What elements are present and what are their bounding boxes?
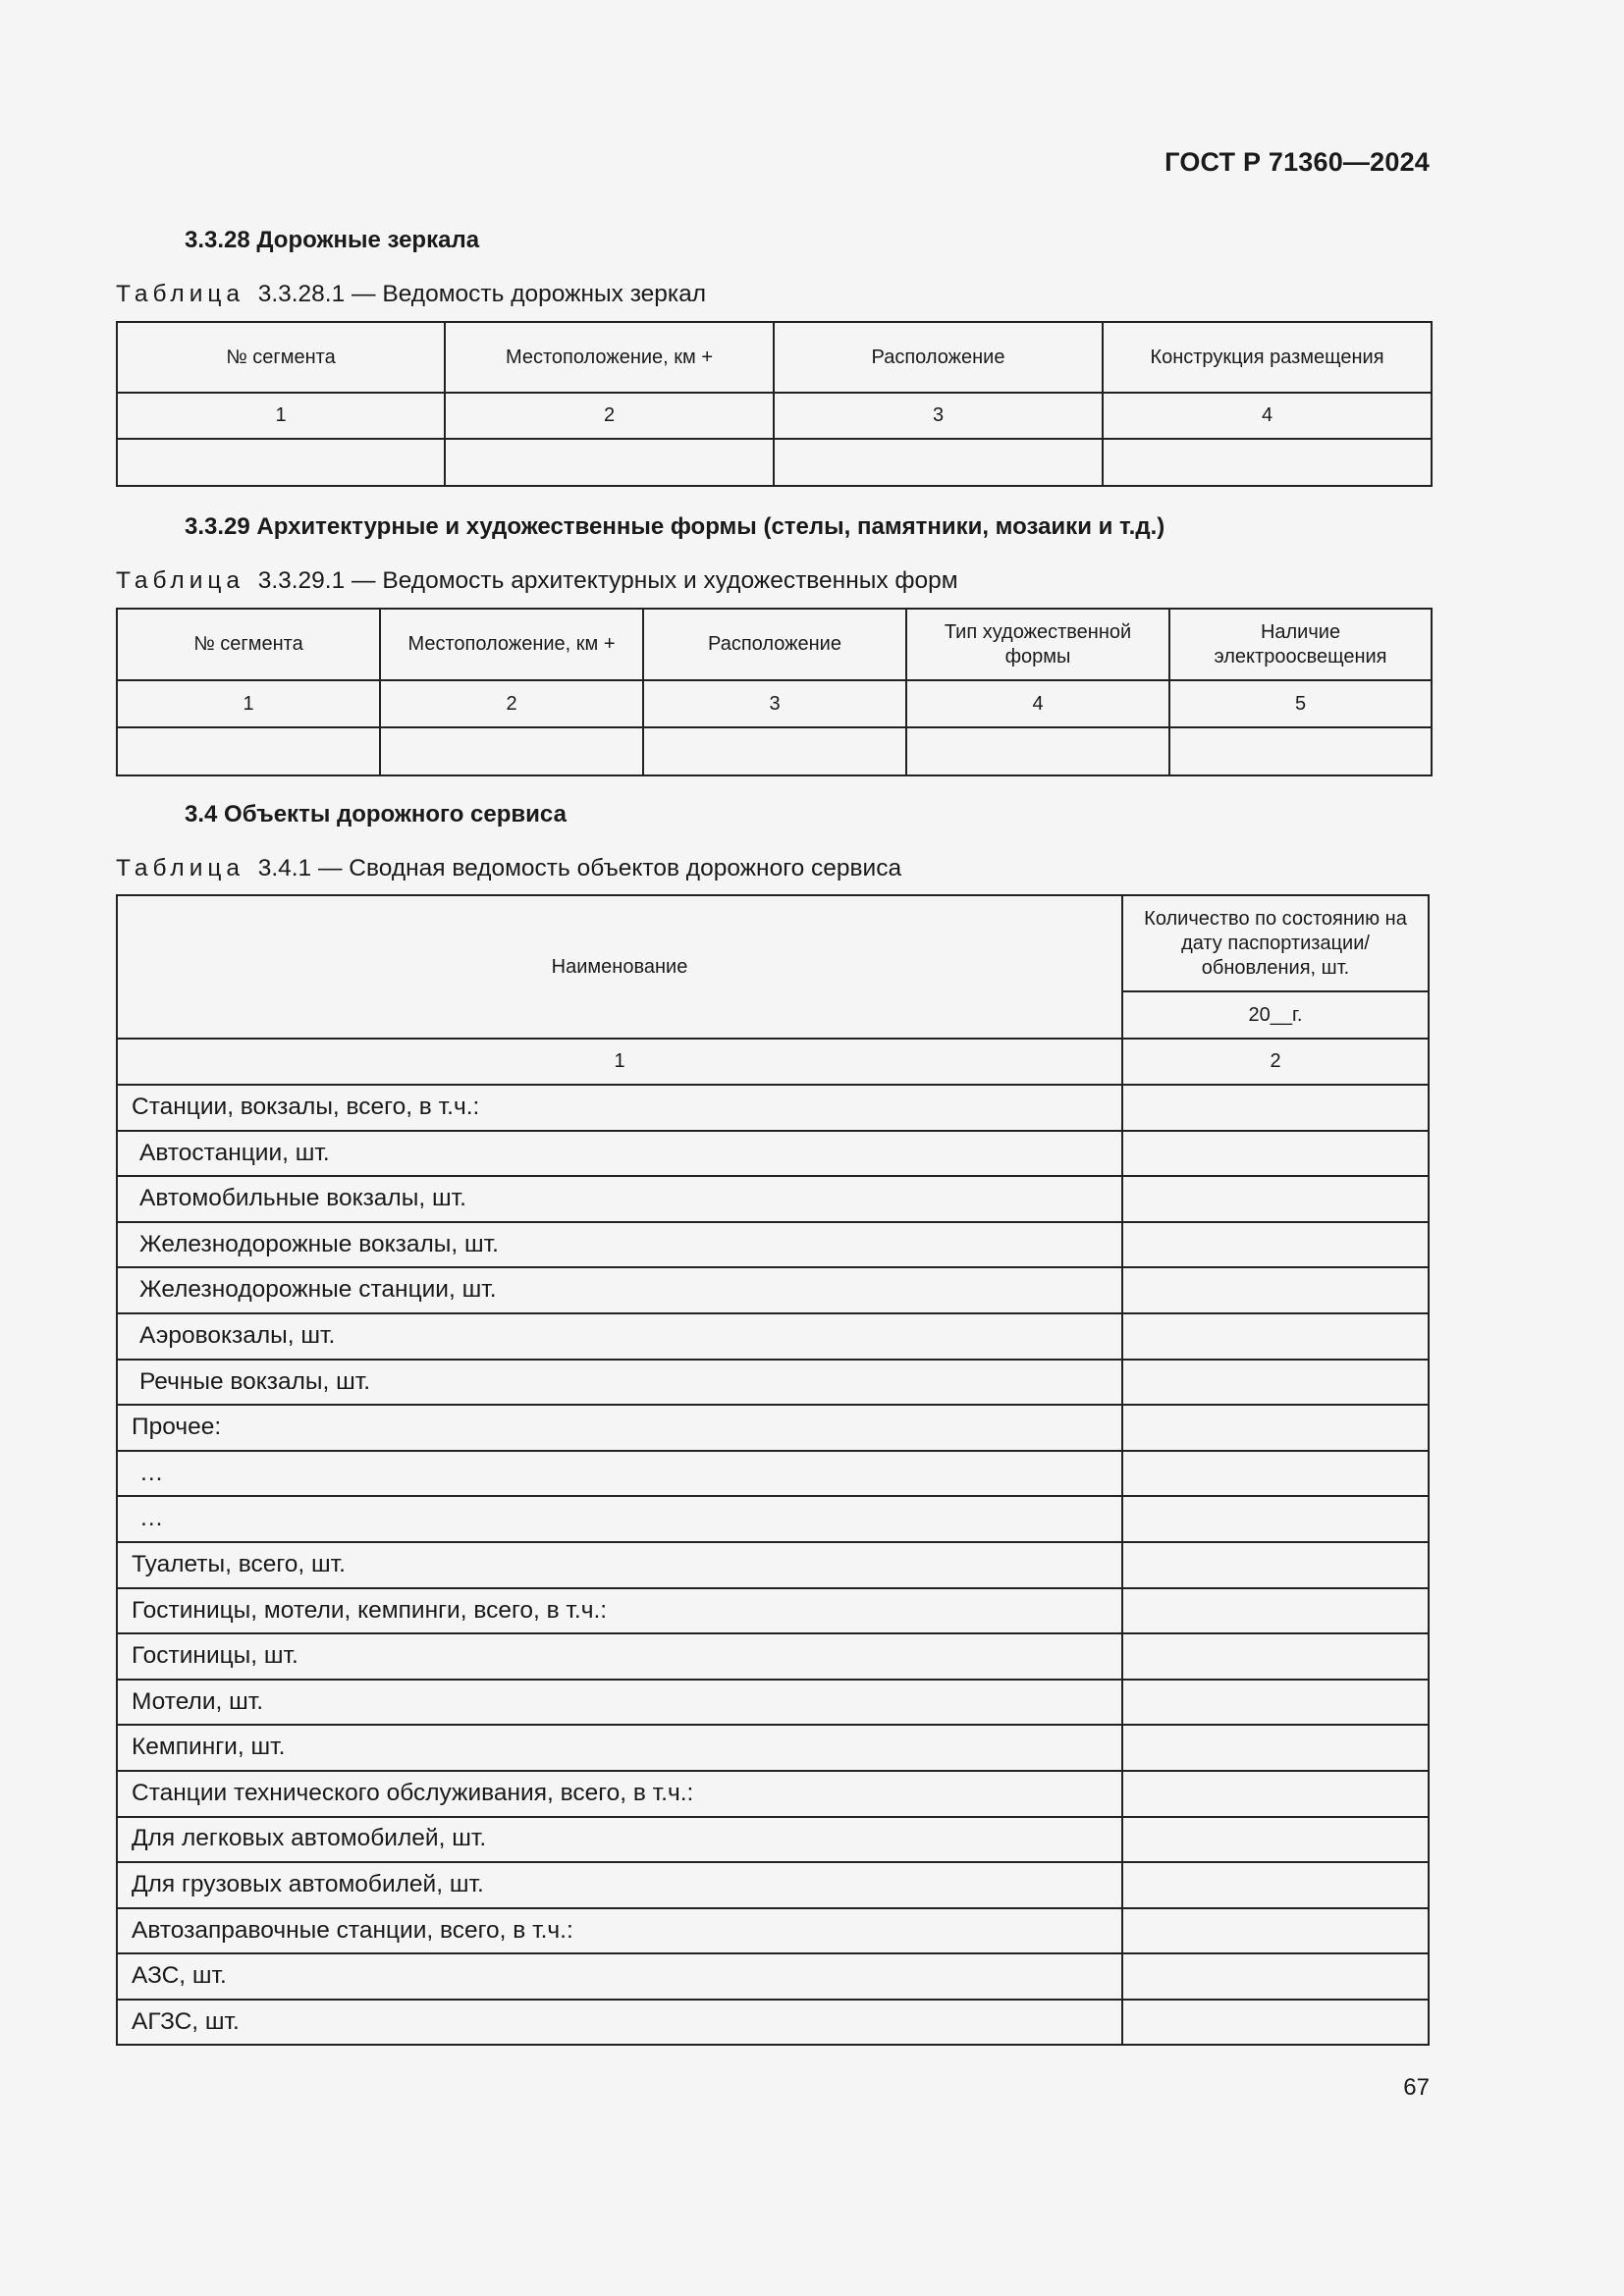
row-name-cell: Автомобильные вокзалы, шт. (117, 1176, 1122, 1222)
row-name-cell: Станции, вокзалы, всего, в т.ч.: (117, 1085, 1122, 1131)
row-name-cell: Гостиницы, мотели, кемпинги, всего, в т.ч.: (117, 1588, 1122, 1634)
table-caption-3-4-1 (116, 855, 901, 882)
row-value-cell (1122, 1953, 1429, 2000)
header-cell: Наличие электроосвещения (1169, 609, 1432, 680)
row-value-cell (1122, 2000, 1429, 2046)
empty-cell (774, 439, 1103, 486)
column-number-cell: 4 (906, 680, 1169, 727)
caption-text: 3.3.29.1 — Ведомость архитектурных и художественных форм (257, 567, 958, 594)
row-name-cell: Станции технического обслуживания, всего, в т.ч.: (117, 1771, 1122, 1817)
table-row (117, 1267, 1429, 1313)
row-name-cell: Автостанции, шт. (117, 1131, 1122, 1177)
row-value-cell (1122, 1817, 1429, 1863)
row-name-cell: Кемпинги, шт. (117, 1725, 1122, 1771)
table-row (117, 1313, 1429, 1360)
row-value-cell (1122, 1131, 1429, 1177)
row-name-cell: Гостиницы, шт. (117, 1633, 1122, 1680)
row-value-cell (1122, 1908, 1429, 1954)
section-heading-3-4: 3.4 Объекты дорожного сервиса (185, 801, 567, 828)
table-row (117, 1633, 1429, 1680)
row-name-cell: АЗС, шт. (117, 1953, 1122, 2000)
document-id: ГОСТ Р 71360—2024 (1164, 147, 1430, 177)
table-row (117, 1360, 1429, 1406)
column-number-cell: 3 (643, 680, 906, 727)
row-value-cell (1122, 1313, 1429, 1360)
row-value-cell (1122, 1680, 1429, 1726)
row-value-cell (1122, 1496, 1429, 1542)
row-name-cell: Для грузовых автомобилей, шт. (117, 1862, 1122, 1908)
row-name-cell: Для легковых автомобилей, шт. (117, 1817, 1122, 1863)
empty-cell (1103, 439, 1432, 486)
table-row (117, 1496, 1429, 1542)
row-name-cell: Речные вокзалы, шт. (117, 1360, 1122, 1406)
column-number-cell: 2 (445, 393, 774, 439)
caption-label: Таблица (116, 281, 245, 307)
table-row (117, 1451, 1429, 1497)
table-road-mirrors (116, 321, 1433, 487)
row-name-cell: Прочее: (117, 1405, 1122, 1451)
table-row (117, 1725, 1429, 1771)
table-row (117, 1771, 1429, 1817)
row-name-cell: Туалеты, всего, шт. (117, 1542, 1122, 1588)
header-cell: Конструкция размещения (1103, 322, 1432, 393)
column-number-cell: 2 (380, 680, 643, 727)
table-row (117, 1817, 1429, 1863)
section-heading-3-3-29: 3.3.29 Архитектурные и художественные формы (стелы, памятники, мозаики и т.д.) (185, 513, 1165, 540)
table-art-forms (116, 608, 1433, 776)
row-name-cell: АГЗС, шт. (117, 2000, 1122, 2046)
column-number-cell: 2 (1122, 1039, 1429, 1085)
row-value-cell (1122, 1633, 1429, 1680)
row-name-cell: … (117, 1496, 1122, 1542)
row-name-cell: Железнодорожные вокзалы, шт. (117, 1222, 1122, 1268)
table-row (117, 1862, 1429, 1908)
section-heading-3-3-28: 3.3.28 Дорожные зеркала (185, 227, 480, 253)
header-cell: Расположение (774, 322, 1103, 393)
row-name-cell: Аэровокзалы, шт. (117, 1313, 1122, 1360)
table-caption-3-3-29-1 (116, 567, 958, 595)
row-name-cell: Автозаправочные станции, всего, в т.ч.: (117, 1908, 1122, 1954)
table-row (117, 1542, 1429, 1588)
table-row (117, 1588, 1429, 1634)
row-value-cell (1122, 1360, 1429, 1406)
page-number: 67 (1403, 2074, 1430, 2101)
header-cell-year: 20__г. (1122, 991, 1429, 1039)
caption-label: Таблица (116, 855, 245, 881)
column-number-cell: 3 (774, 393, 1103, 439)
service-rows (117, 1085, 1429, 2045)
empty-cell (1169, 727, 1432, 775)
caption-text: 3.3.28.1 — Ведомость дорожных зеркал (257, 281, 707, 307)
header-cell: Местоположение, км + (380, 609, 643, 680)
caption-label: Таблица (116, 567, 245, 594)
column-number-cell: 5 (1169, 680, 1432, 727)
row-value-cell (1122, 1267, 1429, 1313)
table-row (117, 1908, 1429, 1954)
row-value-cell (1122, 1451, 1429, 1497)
table-row (117, 2000, 1429, 2046)
empty-cell (117, 439, 445, 486)
column-number-cell: 4 (1103, 393, 1432, 439)
empty-cell (906, 727, 1169, 775)
row-value-cell (1122, 1771, 1429, 1817)
row-value-cell (1122, 1725, 1429, 1771)
row-value-cell (1122, 1588, 1429, 1634)
row-value-cell (1122, 1085, 1429, 1131)
header-cell: Тип художественной формы (906, 609, 1169, 680)
row-value-cell (1122, 1176, 1429, 1222)
row-value-cell (1122, 1405, 1429, 1451)
table-road-service-objects (116, 894, 1430, 2046)
table-row (117, 1222, 1429, 1268)
empty-cell (445, 439, 774, 486)
header-cell-name: Наименование (117, 895, 1122, 1039)
header-cell: Местоположение, км + (445, 322, 774, 393)
table-row (117, 1176, 1429, 1222)
column-number-cell: 1 (117, 680, 380, 727)
caption-text: 3.4.1 — Сводная ведомость объектов дорожного сервиса (257, 855, 902, 881)
empty-cell (380, 727, 643, 775)
row-value-cell (1122, 1862, 1429, 1908)
header-cell-quantity: Количество по состоянию на дату паспортизации/ обновления, шт. (1122, 895, 1429, 991)
table-row (117, 1131, 1429, 1177)
table-row (117, 1405, 1429, 1451)
table-row (117, 1953, 1429, 2000)
row-name-cell: Мотели, шт. (117, 1680, 1122, 1726)
column-number-cell: 1 (117, 393, 445, 439)
header-cell: № сегмента (117, 322, 445, 393)
table-row (117, 1085, 1429, 1131)
row-value-cell (1122, 1222, 1429, 1268)
header-cell: Расположение (643, 609, 906, 680)
row-name-cell: Железнодорожные станции, шт. (117, 1267, 1122, 1313)
row-name-cell: … (117, 1451, 1122, 1497)
header-cell: № сегмента (117, 609, 380, 680)
column-number-cell: 1 (117, 1039, 1122, 1085)
table-row (117, 1680, 1429, 1726)
empty-cell (117, 727, 380, 775)
row-value-cell (1122, 1542, 1429, 1588)
table-caption-3-3-28-1 (116, 281, 706, 308)
empty-cell (643, 727, 906, 775)
